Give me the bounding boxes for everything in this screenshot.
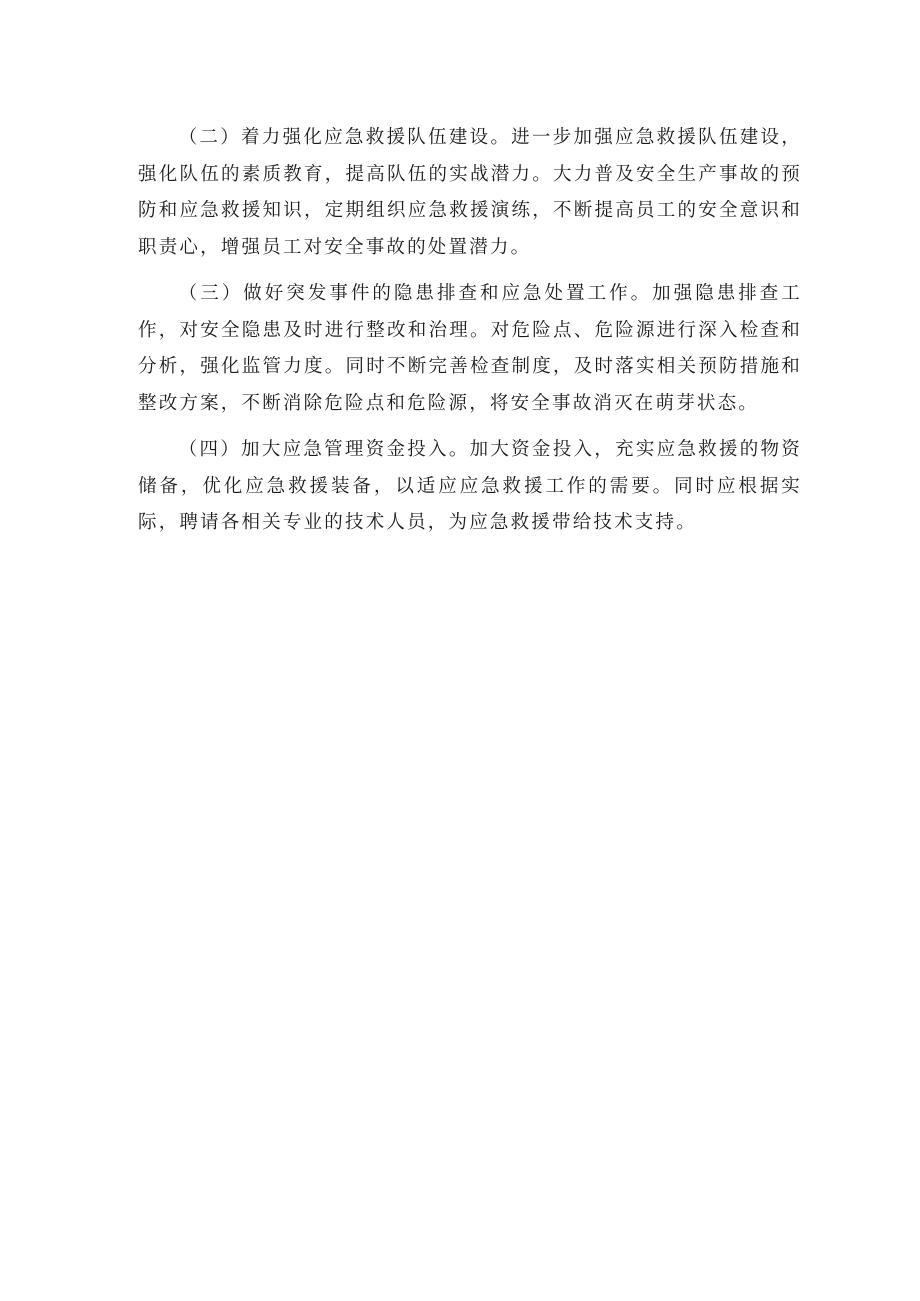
paragraph-hazard-inspection: （三）做好突发事件的隐患排查和应急处置工作。加强隐患排查工作，对安全隐患及时进行整改和治理。对危险点、危险源进行深入检查和分析，强化监管力度。同时不断完善检查制度，及时落实相关预防措施和整改方案，不断消除危险点和危险源，将安全事故消灭在萌芽状态。 [138,283,802,414]
paragraph-funding-investment: （四）加大应急管理资金投入。加大资金投入，充实应急救援的物资储备，优化应急救援装备，以适应应急救援工作的需要。同时应根据实际，聘请各相关专业的技术人员，为应急救援带给技术支持。 [138,439,802,533]
document-body [138,120,802,552]
paragraph-team-building: （二）着力强化应急救援队伍建设。进一步加强应急救援队伍建设，强化队伍的素质教育，提高队伍的实战潜力。大力普及安全生产事故的预防和应急救援知识，定期组织应急救援演练，不断提高员工的安全意识和职责心，增强员工对安全事故的处置潜力。 [138,127,802,258]
